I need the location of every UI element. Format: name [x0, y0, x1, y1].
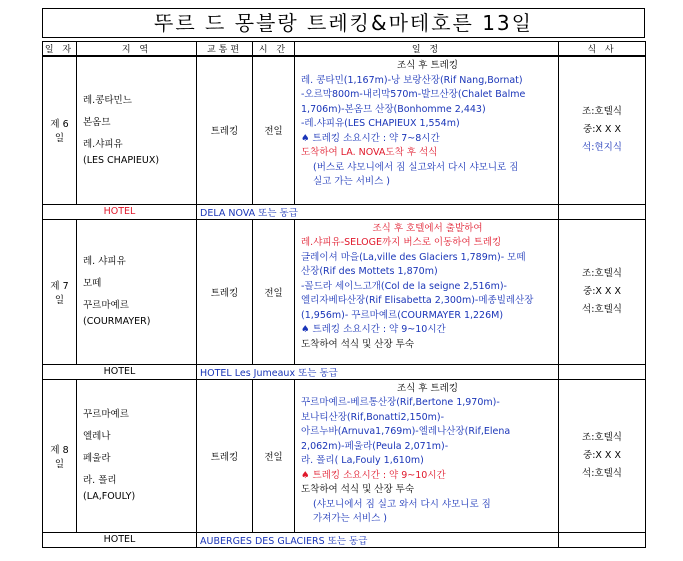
day-cell: 제 7 일 — [43, 219, 77, 364]
itinerary-cell — [295, 379, 559, 532]
time-cell: 전일 — [253, 56, 295, 204]
meal-item: 석:호텔식 — [582, 303, 622, 315]
location-item: 레.콩타민느 — [83, 94, 132, 106]
itinerary-line: 조식 후 트레킹 — [396, 382, 459, 394]
location-item: (COURMAYER) — [83, 316, 151, 327]
meal-cell — [559, 219, 646, 364]
transport-cell: 트레킹 — [197, 219, 253, 364]
meal-cell — [559, 56, 646, 204]
itinerary-line: 도착하여 석식 및 산장 투숙 — [301, 338, 415, 350]
hotel-name: DELA NOVA 또는 동급 — [197, 204, 559, 219]
meal-cell — [559, 379, 646, 532]
hotel-row — [43, 364, 646, 379]
itinerary-line: -꼴드라 세이느고개(Col de la seigne 2,516m)- — [301, 280, 507, 292]
location-cell — [77, 379, 197, 532]
itinerary-line: ♠ 트레킹 소요시간 : 약 9~10시간 — [301, 469, 446, 481]
location-item: 레. 샤피유 — [83, 256, 126, 267]
hotel-meal-empty — [559, 532, 646, 547]
itinerary-line: 엘리자베타산장(Rif Elisabetta 2,300m)-메종빌레산장 — [301, 295, 534, 306]
meal-item: 석:현지식 — [582, 142, 622, 154]
hotel-meal-empty — [559, 204, 646, 219]
location-item: 레.샤피유 — [83, 138, 123, 150]
location-item: 모떼 — [83, 278, 102, 289]
location-item: 본옴므 — [83, 116, 111, 128]
hotel-name: HOTEL Les Jumeaux 또는 동급 — [197, 364, 559, 379]
meal-item: 조:호텔식 — [582, 431, 622, 443]
location-item: 페울라 — [83, 453, 111, 464]
location-item: 라. 폴리 — [83, 475, 117, 486]
hotel-name: AUBERGES DES GLACIERS 또는 동급 — [197, 532, 559, 547]
hotel-label: HOTEL — [43, 532, 197, 547]
header-transport: 교통편 — [197, 42, 253, 57]
itinerary-line: 보나티산장(Rif,Bonatti2,150m)- — [301, 411, 445, 423]
itinerary-line: 실고 가는 서비스 ) — [313, 176, 391, 187]
itinerary-line: 도착하여 석식 및 산장 투숙 — [301, 484, 415, 495]
itinerary-line: 글레이셔 마을(La,ville des Glaciers 1,789m)- 모떼 — [301, 251, 526, 263]
hotel-meal-empty — [559, 364, 646, 379]
header-itinerary: 일 정 — [295, 42, 559, 57]
day-row — [43, 56, 646, 204]
header-date: 일 자 — [43, 42, 77, 57]
location-item: 꾸르마예르 — [83, 409, 129, 420]
header-region: 지 역 — [77, 42, 197, 57]
meal-item: 조:호텔식 — [582, 106, 622, 118]
itinerary-line: 조식 후 호텔에서 출발하여 — [372, 222, 483, 234]
itinerary-line: 2,062m)-페울라(Peula 2,071m)- — [301, 440, 449, 452]
itinerary-line: -레.샤피유(LES CHAPIEUX 1,554m) — [301, 118, 460, 129]
meal-item: 석:호텔식 — [582, 467, 622, 479]
itinerary-line: ♠ 트레킹 소요시간 : 약 7~8시간 — [301, 132, 440, 144]
itinerary-line: (버스로 샤모니에서 짐 실고와서 다시 샤모니로 짐 — [313, 161, 519, 173]
itinerary-line: 1,706m)-본옴므 산장(Bonhomme 2,443) — [301, 103, 486, 115]
table-header-row — [43, 42, 646, 57]
itinerary-line: 라. 폴리( La,Fouly 1,610m) — [301, 455, 424, 466]
location-cell — [77, 219, 197, 364]
header-meal: 식 사 — [559, 42, 646, 57]
itinerary-line: -오르막800m-내리막570m-발므산장(Chalet Balme — [301, 89, 526, 100]
location-item: (LES CHAPIEUX) — [83, 154, 160, 166]
time-cell: 전일 — [253, 219, 295, 364]
itinerary-line: ♠ 트레킹 소요시간 : 약 9~10시간 — [301, 324, 446, 335]
itinerary-line: 조식 후 트레킹 — [396, 60, 459, 71]
location-item: 엘레나 — [83, 431, 111, 442]
meal-item: 조:호텔식 — [582, 267, 622, 279]
location-cell — [77, 56, 197, 204]
itinerary-line: (1,956m)- 꾸르마예르(COURMAYER 1,226M) — [301, 309, 504, 321]
meal-item: 중:X X X — [583, 449, 621, 461]
itinerary-line: 가져가는 서비스 ) — [313, 513, 387, 524]
itinerary-cell — [295, 56, 559, 204]
itinerary-line: 레.샤피유-SELOGE까지 버스로 이동하여 트레킹 — [301, 237, 502, 248]
day-row — [43, 219, 646, 364]
header-time: 시 간 — [253, 42, 295, 57]
schedule-table — [42, 41, 646, 548]
location-item: (LA,FOULY) — [83, 491, 136, 502]
itinerary-cell — [295, 219, 559, 364]
hotel-label: HOTEL — [43, 204, 197, 219]
meal-item: 중:X X X — [583, 124, 621, 136]
itinerary-line: 산장(Rif des Mottets 1,870m) — [301, 266, 438, 277]
time-cell: 전일 — [253, 379, 295, 532]
day-cell: 제 8 일 — [43, 379, 77, 532]
itinerary-line: 꾸르마예르-베르통산장(Rif,Bertone 1,970m)- — [301, 397, 500, 408]
transport-cell: 트레킹 — [197, 379, 253, 532]
hotel-row — [43, 532, 646, 547]
hotel-row — [43, 204, 646, 219]
transport-cell: 트레킹 — [197, 56, 253, 204]
itinerary-line: (샤모니에서 짐 실고 와서 다시 샤모니로 짐 — [313, 498, 491, 510]
day-row — [43, 379, 646, 532]
day-cell: 제 6 일 — [43, 56, 77, 204]
meal-item: 중:X X X — [583, 285, 621, 297]
location-item: 꾸르마예르 — [83, 300, 129, 311]
page-title: 뚜르 드 몽블랑 트레킹&마테호른 13일 — [42, 8, 645, 38]
itinerary-line: 레. 콩타민(1,167m)-낭 보랑산장(Rif Nang,Bornat) — [301, 74, 523, 86]
itinerary-line: 도착하여 LA. NOVA도착 후 석식 — [301, 147, 438, 158]
hotel-label: HOTEL — [43, 364, 197, 379]
itinerary-line: 아르누바(Arnuva1,769m)-엘레나산장(Rif,Elena — [301, 426, 511, 437]
